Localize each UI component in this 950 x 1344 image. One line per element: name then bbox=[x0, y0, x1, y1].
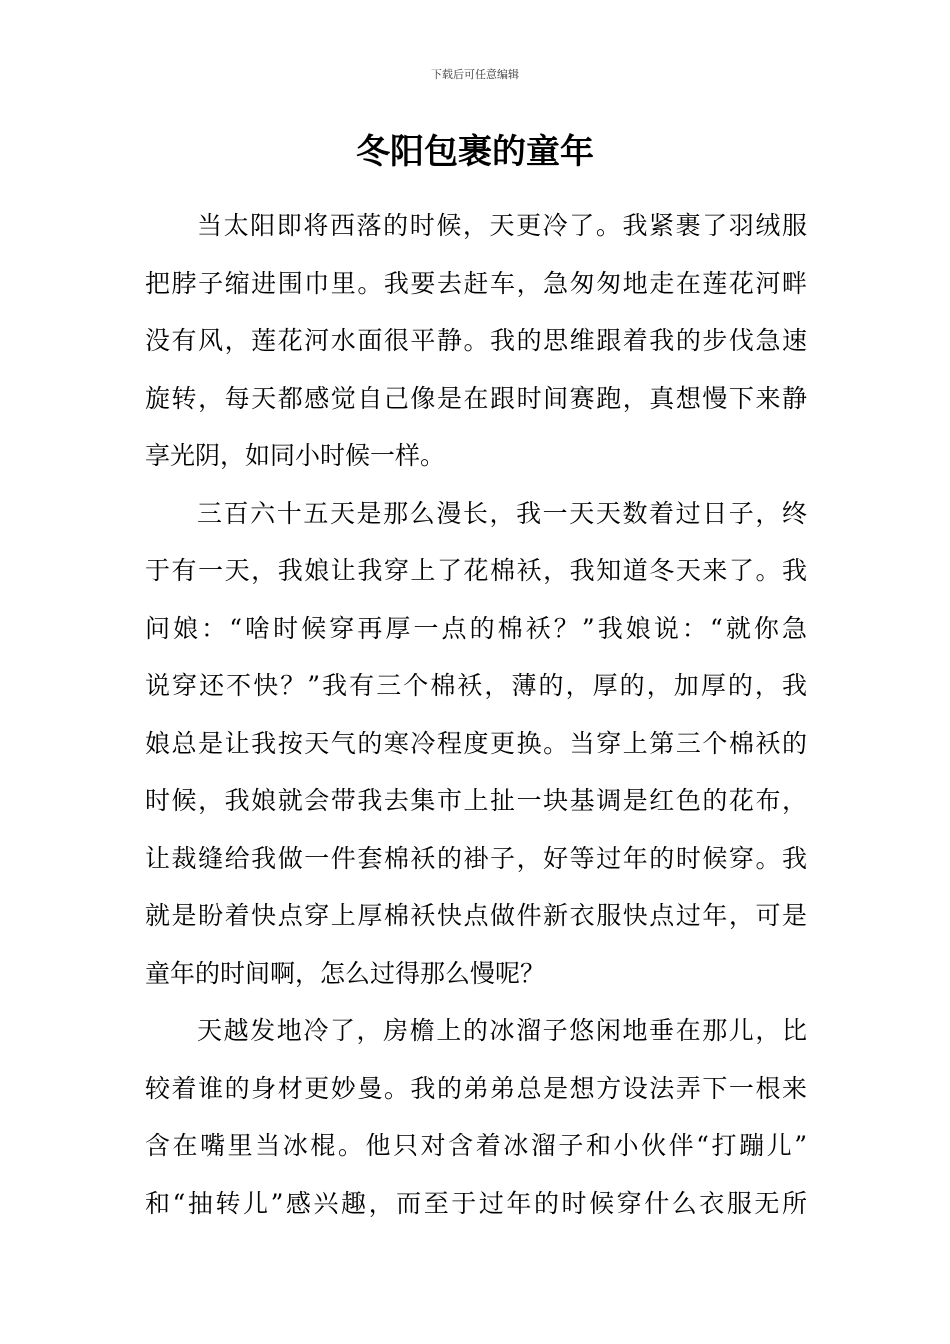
text-line: 和“抽转儿”感兴趣，而至于过年的时候穿什么衣服无所 bbox=[145, 1188, 807, 1218]
text-line: 问娘：“啥时候穿再厚一点的棉袄？”我娘说：“就你急 bbox=[145, 613, 807, 643]
document-title: 冬阳包裹的童年 bbox=[356, 132, 594, 172]
header-note: 下载后可任意编辑 bbox=[431, 68, 519, 81]
text-line: 时候，我娘就会带我去集市上扯一块基调是红色的花布， bbox=[145, 786, 807, 815]
text-line: 于有一天，我娘让我穿上了花棉袄，我知道冬天来了。我 bbox=[145, 556, 807, 585]
text-line: 三百六十五天是那么漫长，我一天天数着过日子，终 bbox=[197, 498, 807, 528]
text-line: 没有风，莲花河水面很平静。我的思维跟着我的步伐急速 bbox=[145, 326, 807, 355]
text-line: 把脖子缩进围巾里。我要去赶车，急匆匆地走在莲花河畔 bbox=[145, 268, 807, 298]
text-line: 就是盼着快点穿上厚棉袄快点做件新衣服快点过年，可是 bbox=[145, 901, 807, 930]
text-line: 天越发地冷了，房檐上的冰溜子悠闲地垂在那儿，比 bbox=[197, 1016, 807, 1045]
text-line: 含在嘴里当冰棍。他只对含着冰溜子和小伙伴“打蹦儿” bbox=[145, 1131, 807, 1160]
body-text bbox=[145, 197, 807, 1232]
text-line: 当太阳即将西落的时候，天更冷了。我紧裹了羽绒服 bbox=[197, 211, 807, 240]
text-line: 让裁缝给我做一件套棉袄的褂子，好等过年的时候穿。我 bbox=[145, 843, 807, 873]
text-line: 童年的时间啊，怎么过得那么慢呢？ bbox=[145, 958, 546, 988]
text-line: 旋转，每天都感觉自己像是在跟时间赛跑，真想慢下来静 bbox=[145, 383, 807, 413]
text-line: 说穿还不快？”我有三个棉袄，薄的，厚的，加厚的，我 bbox=[145, 671, 807, 700]
text-line: 享光阴，如同小时候一样。 bbox=[145, 441, 446, 470]
text-line: 娘总是让我按天气的寒冷程度更换。当穿上第三个棉袄的 bbox=[145, 728, 807, 758]
text-line: 较着谁的身材更妙曼。我的弟弟总是想方设法弄下一根来 bbox=[145, 1073, 807, 1103]
